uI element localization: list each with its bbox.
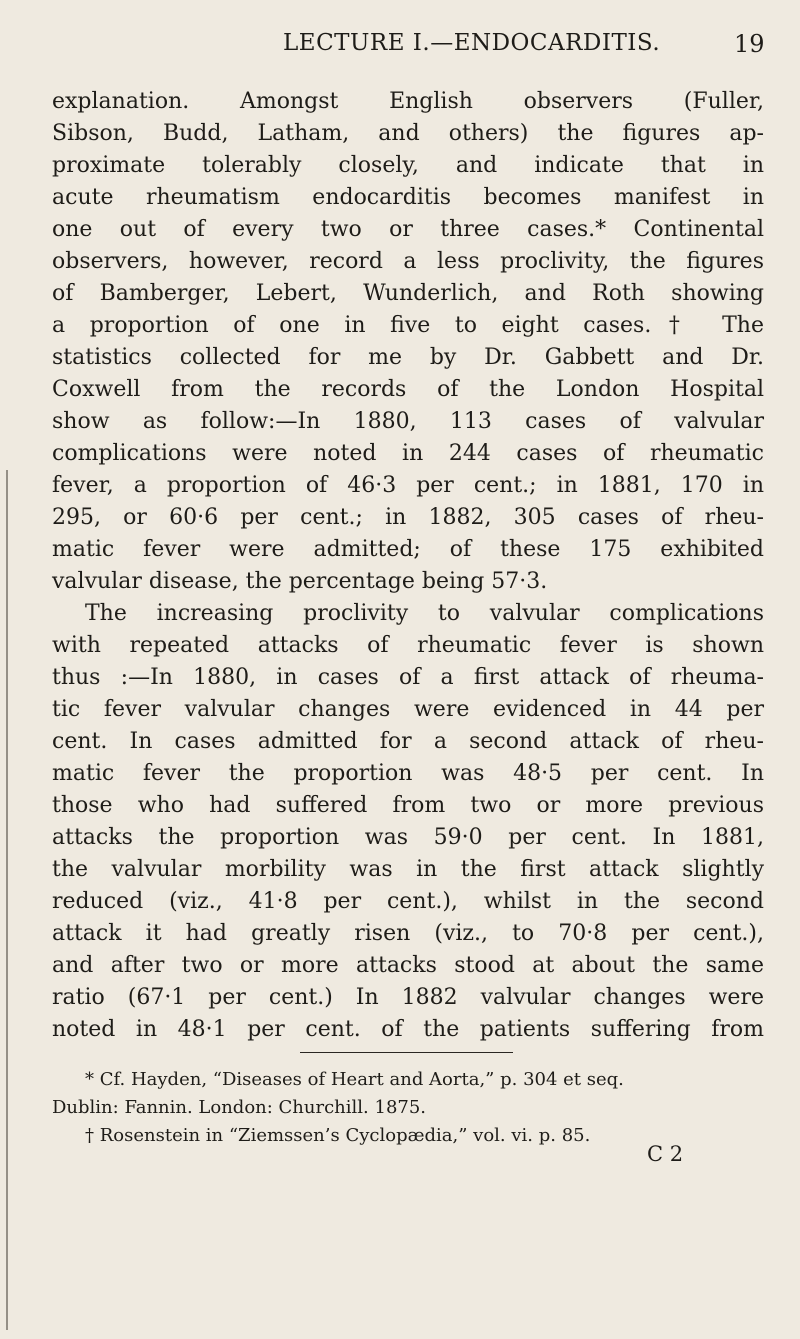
text-line: and after two or more attacks stood at about the same (52, 953, 764, 978)
text-line: a proportion of one in five to eight cases.† The (52, 313, 764, 338)
text-line: fever, a proportion of 46·3 per cent.; in 1881, 170 in (52, 473, 764, 498)
text-line: Coxwell from the records of the London Hospital (52, 377, 764, 402)
footnote-rule (300, 1052, 513, 1053)
text-line: attacks the proportion was 59·0 per cent. In 1881, (52, 825, 764, 850)
running-head (0, 30, 800, 70)
binding-shadow (6, 470, 8, 1330)
text-line: ratio (67·1 per cent.) In 1882 valvular changes were (52, 985, 764, 1010)
text-line: acute rheumatism endocarditis becomes manifest in (52, 185, 764, 210)
text-line: those who had suffered from two or more previous (52, 793, 764, 818)
text-line: with repeated attacks of rheumatic fever is shown (52, 633, 764, 658)
text-line: Sibson, Budd, Latham, and others) the figures ap- (52, 121, 764, 146)
text-line: show as follow:—In 1880, 113 cases of valvular (52, 409, 764, 434)
text-line: proximate tolerably closely, and indicate that in (52, 153, 764, 178)
text-line: valvular disease, the percentage being 57·3. (52, 569, 548, 594)
text-line: complications were noted in 244 cases of rheumatic (52, 441, 764, 466)
text-line: observers, however, record a less proclivity, the figures (52, 249, 764, 274)
signature-mark: C 2 (647, 1142, 684, 1166)
body-text (52, 86, 764, 1046)
text-line: tic fever valvular changes were evidenced in 44 per (52, 697, 764, 722)
footnotes (52, 1066, 764, 1150)
text-line: of Bamberger, Lebert, Wunderlich, and Roth showing (52, 281, 764, 306)
text-line: one out of every two or three cases.* Continental (52, 217, 764, 242)
footnote-line: Dublin: Fannin. London: Churchill. 1875. (52, 1097, 427, 1118)
text-line: noted in 48·1 per cent. of the patients suffering from (52, 1017, 764, 1042)
text-line: reduced (viz., 41·8 per cent.), whilst in the second (52, 889, 764, 914)
text-line: explanation. Amongst English observers (Fuller, (52, 89, 764, 114)
text-line: the valvular morbility was in the first attack slightly (52, 857, 764, 882)
text-line: cent. In cases admitted for a second attack of rheu- (52, 729, 764, 754)
text-line: 295, or 60·6 per cent.; in 1882, 305 cases of rheu- (52, 505, 764, 530)
text-line: matic fever the proportion was 48·5 per cent. In (52, 761, 764, 786)
text-line: statistics collected for me by Dr. Gabbett and Dr. (52, 345, 764, 370)
text-line: The increasing proclivity to valvular complications (85, 601, 764, 626)
text-line: matic fever were admitted; of these 175 exhibited (52, 537, 764, 562)
footnote-line: † Rosenstein in “Ziemssen’s Cyclopædia,” vol. vi. p. 85. (85, 1125, 591, 1146)
footnote-line: * Cf. Hayden, “Diseases of Heart and Aorta,” p. 304 et seq. (85, 1069, 624, 1090)
running-head-title: LECTURE I.—ENDOCARDITIS. (283, 30, 661, 56)
text-line: attack it had greatly risen (viz., to 70·8 per cent.), (52, 921, 764, 946)
page-number: 19 (734, 30, 765, 58)
text-line: thus :—In 1880, in cases of a first attack of rheuma- (52, 665, 764, 690)
